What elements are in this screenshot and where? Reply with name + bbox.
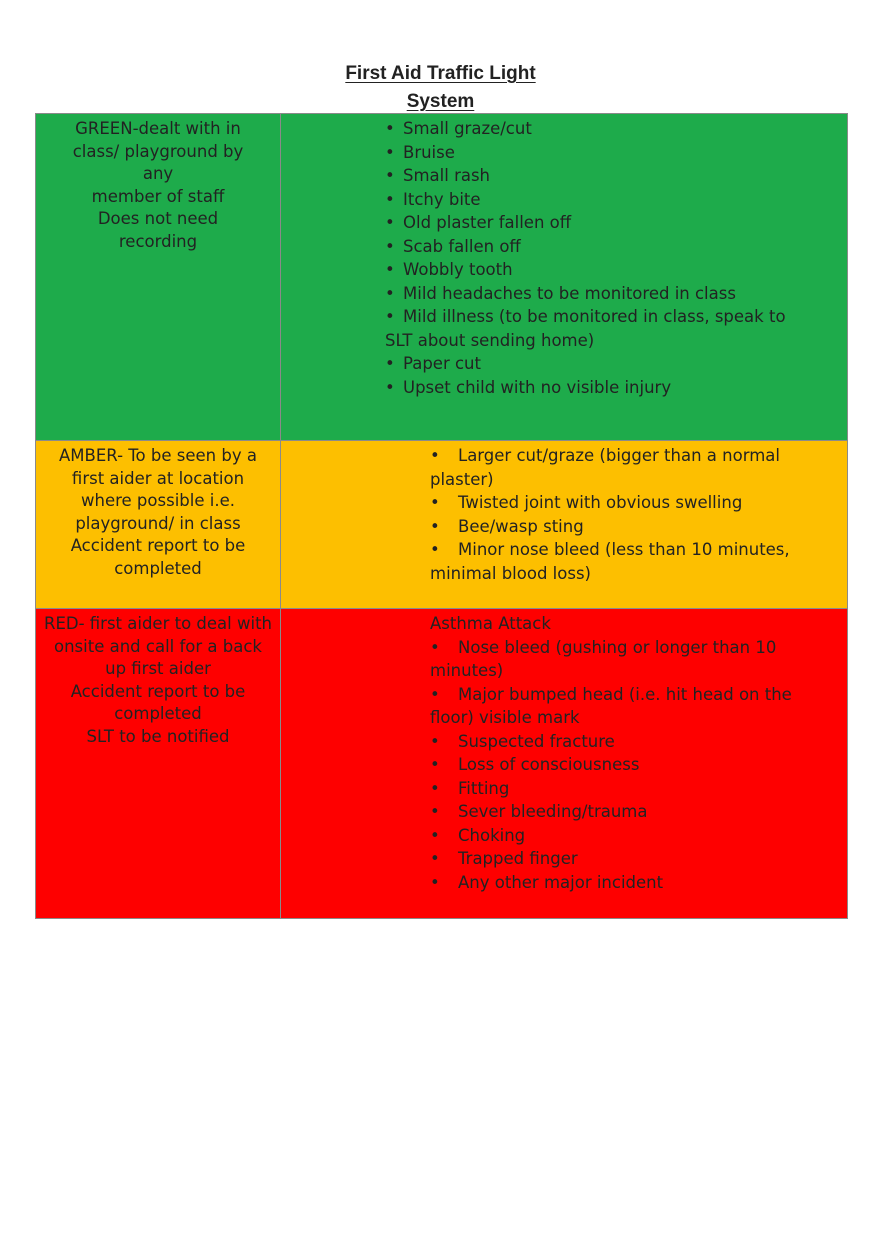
list-item: • Old plaster fallen off xyxy=(385,213,572,232)
amber-items-list xyxy=(281,441,847,608)
description-line: up first aider xyxy=(105,659,211,678)
page-title xyxy=(0,60,881,116)
list-item: • Sever bleeding/trauma xyxy=(430,802,648,821)
description-line: Accident report to be xyxy=(70,681,246,701)
traffic-light-table xyxy=(35,113,848,919)
description-line: completed xyxy=(114,558,202,578)
green-row xyxy=(36,113,847,440)
amber-description xyxy=(36,441,281,608)
green-description xyxy=(36,114,281,440)
list-item: • Upset child with no visible injury xyxy=(385,377,672,397)
description-line: where possible i.e. xyxy=(81,491,235,510)
list-item: • Mild headaches to be monitored in class xyxy=(385,283,736,303)
list-item: • Small graze/cut xyxy=(385,119,532,138)
list-item: • Choking xyxy=(430,825,526,845)
title-line-1: First Aid Traffic Light xyxy=(345,63,536,84)
list-item: • Itchy bite xyxy=(385,189,481,209)
list-item: • Bee/wasp sting xyxy=(430,516,584,536)
list-item: • Fitting xyxy=(430,778,510,798)
description-line: Accident report to be xyxy=(70,536,246,555)
list-item: • Nose bleed (gushing or longer than 10 minutes) xyxy=(430,637,777,680)
list-item: • Twisted joint with obvious swelling xyxy=(430,493,743,512)
list-intro: Asthma Attack xyxy=(430,614,551,633)
description-line: member of staff xyxy=(91,186,225,206)
description-line: any xyxy=(142,164,174,183)
amber-row xyxy=(36,440,847,608)
title-line-2: System xyxy=(406,91,475,112)
description-line: Does not need xyxy=(97,209,219,228)
description-line: playground/ in class xyxy=(75,513,241,533)
list-item: • Larger cut/graze (bigger than a normal plaster) xyxy=(430,446,780,489)
list-item: • Any other major incident xyxy=(430,872,664,892)
list-item: • Loss of consciousness xyxy=(430,755,640,774)
red-items-list xyxy=(281,609,847,918)
list-item: • Scab fallen off xyxy=(385,236,521,256)
description-line: class/ playground by xyxy=(72,141,244,161)
description-line: SLT to be notified xyxy=(86,726,230,746)
description-line: recording xyxy=(118,231,198,251)
list-item: • Paper cut xyxy=(385,354,481,373)
description-line: RED- first aider to deal with xyxy=(43,614,272,633)
description-line: GREEN-dealt with in xyxy=(75,119,241,138)
list-item: • Trapped finger xyxy=(430,849,578,868)
list-item: • Minor nose bleed (less than 10 minutes, minimal blood loss) xyxy=(430,540,790,583)
green-items-list xyxy=(281,114,847,440)
description-line: AMBER- To be seen by a xyxy=(59,446,257,465)
list-item: • Small rash xyxy=(385,166,491,185)
red-row xyxy=(36,608,847,918)
description-line: first aider at location xyxy=(71,468,245,488)
list-item: • Mild illness (to be monitored in class, speak to SLT about sending home) xyxy=(385,307,786,350)
description-line: onsite and call for a back xyxy=(54,636,262,656)
red-description xyxy=(36,609,281,918)
list-item: • Major bumped head (i.e. hit head on the floor) visible mark xyxy=(430,684,792,727)
list-item: • Suspected fracture xyxy=(430,731,615,751)
description-line: completed xyxy=(114,704,202,723)
list-item: • Bruise xyxy=(385,142,455,162)
list-item: • Wobbly tooth xyxy=(385,260,513,279)
